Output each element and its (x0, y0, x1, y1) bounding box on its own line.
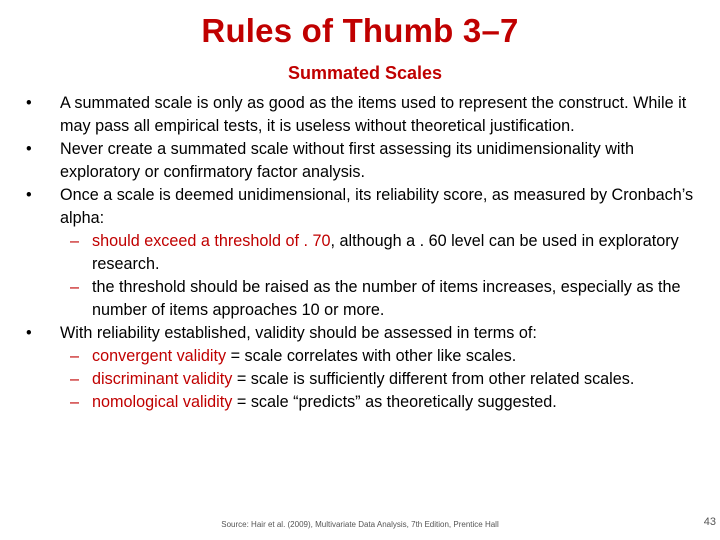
bullet-text: A summated scale is only as good as the items used to represent the construct. While it may pass all empirical tests, it is useless without theoretical justification. (60, 94, 687, 135)
sub-bullet-item (26, 368, 716, 391)
source-footer: Source: Hair et al. (2009), Multivariate Data Analysis, 7th Edition, Prentice Hall (221, 520, 499, 529)
sub-bullet-dash: – (70, 370, 80, 388)
sub-bullet-text: , although a . 60 level can be used in exploratory research. (92, 232, 679, 273)
bullet-text: With reliability established, validity should be assessed in terms of: (60, 324, 537, 342)
sub-bullet-item (26, 345, 716, 368)
sub-bullet-text: = scale “predicts” as theoretically suggested. (232, 393, 557, 411)
sub-bullet-item (26, 391, 716, 414)
slide-title: Rules of Thumb 3–7 (201, 12, 519, 49)
sub-bullet-text: the threshold should be raised as the number of items increases, especially as the number of items approaches 10 or more. (92, 278, 681, 319)
page-number: 43 (703, 516, 716, 528)
sub-bullet-dash: – (70, 347, 80, 365)
bullet-text: Once a scale is deemed unidimensional, its reliability score, as measured by Cronbach’s alpha: (60, 186, 694, 227)
bullet-item (26, 92, 716, 138)
bullet-dot: • (26, 94, 32, 112)
sub-bullet-dash: – (70, 393, 80, 411)
bullet-dot: • (26, 186, 32, 204)
sub-bullet-text: = scale correlates with other like scales. (226, 347, 517, 365)
bullet-item (26, 138, 716, 184)
bullet-item (26, 184, 716, 230)
sub-bullet-dash: – (70, 232, 80, 250)
sub-bullet-highlight: should exceed a threshold of . 70 (92, 232, 331, 250)
sub-bullet-highlight: convergent validity (92, 347, 227, 365)
slide-subtitle: Summated Scales (287, 63, 443, 83)
sub-bullet-dash: – (70, 278, 80, 296)
sub-bullet-highlight: nomological validity (92, 393, 233, 411)
bullet-item (26, 322, 716, 345)
sub-bullet-item (26, 230, 716, 276)
bullet-dot: • (26, 140, 32, 158)
sub-bullet-text: = scale is sufficiently different from other related scales. (232, 370, 635, 388)
bullet-dot: • (26, 324, 32, 342)
bullet-text: Never create a summated scale without first assessing its unidimensionality with exploratory or confirmatory factor analysis. (60, 140, 635, 181)
sub-bullet-item (26, 276, 716, 322)
sub-bullet-highlight: discriminant validity (92, 370, 233, 388)
bullet-list (26, 92, 716, 414)
